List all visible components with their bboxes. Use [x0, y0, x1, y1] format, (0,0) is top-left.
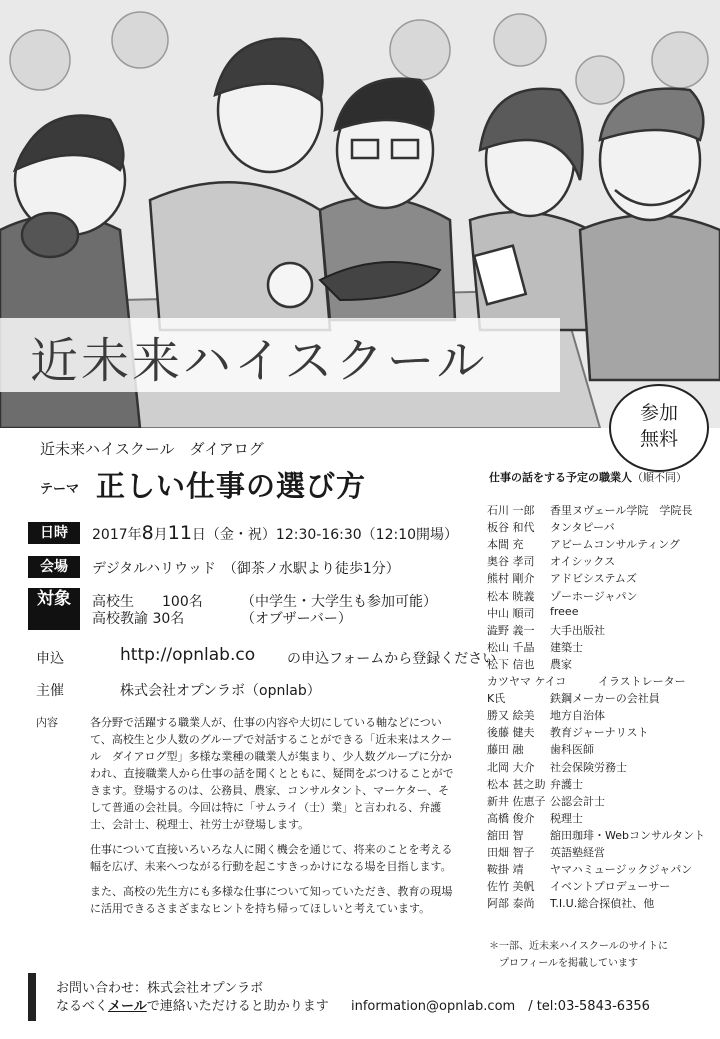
- roster-person-name: 田畑 智子: [487, 846, 535, 859]
- roster-person-name: 松本 暁義: [487, 589, 535, 603]
- roster-person-name: 北岡 大介: [487, 760, 535, 774]
- roster-person-org: ヤマハミュージックジャパン: [550, 863, 693, 877]
- roster-person-name: 佐竹 美帆: [487, 880, 535, 894]
- venue-value: デジタルハリウッド （御茶ノ水駅より徒歩1分）: [92, 561, 400, 577]
- date-day: 11: [167, 522, 192, 544]
- roster-person-org: freee: [550, 604, 579, 618]
- date-day-unit: 日: [191, 527, 206, 543]
- date-label: 日時: [28, 522, 80, 544]
- roster-heading: [489, 469, 687, 485]
- target-line2b: （オブザーバー）: [241, 611, 352, 627]
- contact-line2-bold: メール: [108, 999, 147, 1014]
- roster-person-name: 松下 信也: [487, 657, 535, 671]
- roster-person-name: 鞍掛 靖: [487, 863, 524, 877]
- footer-bar: [28, 973, 36, 1021]
- roster-person-org: 鉄鋼メーカーの会社員: [550, 692, 660, 706]
- content-paragraph-3: また、高校の先生方にも多様な仕事について知っていただき、教育の現場に活用できるさまざまなヒントを持ち帰ってほしいと考えています。: [90, 885, 453, 915]
- content-paragraph-2: 仕事について直接いろいろな人に聞く機会を通じて、将来のことを考える幅を広げ、未来へつながる行動を起こすきっかけになる場を目指します。: [90, 843, 453, 873]
- roster-person-name: 板谷 和代: [487, 521, 535, 535]
- series-name: 近未来ハイスクール ダイアログ: [40, 440, 264, 458]
- roster-person-org: アビームコンサルティング: [550, 538, 680, 552]
- hero-title: 近未来ハイスクール: [30, 333, 488, 389]
- roster-person-name: 本間 充: [487, 538, 524, 552]
- roster-person-org: 大手出版社: [550, 623, 605, 637]
- badge-line2: 無料: [639, 428, 678, 450]
- roster-person-org: 香里ヌヴェール学院 学院長: [550, 504, 693, 517]
- roster-person-org: ゾーホージャパン: [550, 589, 638, 603]
- roster-person-name: 松山 千晶: [487, 640, 535, 654]
- roster-note-line2: プロフィールを掲載しています: [499, 958, 638, 969]
- contact-email-phone[interactable]: information@opnlab.com / tel:03-5843-6356: [351, 999, 650, 1014]
- apply-label: 申込: [36, 651, 64, 667]
- host-label: 主催: [36, 683, 64, 699]
- content-paragraph-1: 各分野で活躍する職業人が、仕事の内容や大切にしている軸などについて、高校生と少人数のグループで対話することができる「近未来はスクール ダイアログ型」多様な業種の職業人が集まり、少人数グループに分かわれ、直接職業人から仕事の話を聞くとともに、疑問をぶつけることができます。登場するのは、公務員、農家、コンサルタント、マーケター、そして普通の会社員。今回は特に「サムライ（士）業」と言われる、弁護士、会計士、税理士、社労士が登場します。: [90, 716, 454, 831]
- roster-person-name: 澁野 義一: [487, 623, 535, 637]
- date-month-unit: 月: [153, 527, 168, 543]
- roster-person-name: 中山 順司: [487, 606, 535, 620]
- roster-person-name: 熊村 剛介: [487, 572, 535, 586]
- roster-person-org: 建築士: [550, 640, 583, 654]
- roster-person-name: 新井 佐恵子: [487, 794, 546, 808]
- roster-person-org: イベントプロデューサー: [550, 880, 671, 894]
- roster-person-org: イラストレーター: [598, 675, 686, 688]
- roster-person-org: 英語塾経営: [550, 846, 605, 859]
- roster-person-org: 社会保険労務士: [550, 760, 627, 774]
- contact-line2: [56, 995, 329, 1014]
- contact-line2-pre: なるべく: [56, 999, 109, 1014]
- roster-person-org: 弁護士: [550, 777, 583, 791]
- content-body: [90, 714, 456, 925]
- roster-person-name: 奥谷 孝司: [487, 555, 535, 569]
- roster-person-org: アドビシステムズ: [550, 572, 637, 586]
- target-label: 対象: [28, 588, 80, 630]
- free-badge: [609, 384, 709, 472]
- roster-note: [489, 938, 668, 972]
- roster-heading-text: 仕事の話をする予定の職業人: [489, 471, 632, 484]
- roster-person-org: T.I.U.総合探偵社、他: [550, 897, 655, 911]
- contact-line2-post: で連絡いただけると助かります: [146, 999, 329, 1014]
- theme-title: 正しい仕事の選び方: [96, 469, 367, 503]
- roster-person-name: 阿部 泰尚: [487, 897, 535, 911]
- roster-person-org: 教育ジャーナリスト: [550, 726, 649, 740]
- host-value: 株式会社オプンラボ（opnlab）: [120, 683, 321, 699]
- apply-text: の申込フォームから登録ください: [287, 651, 497, 667]
- roster-person-org: 舘田珈琲・Webコンサルタント: [550, 828, 705, 842]
- theme-label: テーマ: [40, 482, 80, 497]
- target-line2a: 高校教諭 30名: [92, 611, 185, 627]
- date-month: 8: [141, 522, 154, 544]
- badge-line1: 参加: [639, 402, 678, 424]
- roster-person-name: 石川 一郎: [487, 504, 535, 517]
- roster-person-name: 舘田 智: [487, 828, 524, 842]
- roster-heading-note: （順不同）: [632, 471, 687, 484]
- date-rest: （金・祝）12:30-16:30（12:10開場）: [205, 527, 459, 543]
- roster-person-name: 高橋 俊介: [487, 811, 535, 825]
- target-line1a: 高校生 100名: [92, 594, 203, 610]
- roster-person-org: 公認会計士: [550, 794, 605, 808]
- date-value: [92, 522, 458, 544]
- roster-person-org: タンタピーバ: [550, 521, 615, 535]
- venue-label: 会場: [28, 556, 80, 578]
- roster-person-name: 松本 甚之助: [487, 777, 546, 791]
- target-line1b: （中学生・大学生も参加可能）: [241, 594, 437, 610]
- content-label: 内容: [36, 716, 58, 729]
- roster-person-name: 後藤 健夫: [487, 726, 535, 740]
- roster-person-org: オイシックス: [550, 555, 616, 569]
- roster-person-name: 勝又 絵美: [487, 709, 535, 723]
- date-year: 2017年: [92, 527, 142, 543]
- apply-url[interactable]: http://opnlab.co: [120, 645, 256, 665]
- roster-person-org: 歯科医師: [550, 743, 594, 757]
- roster-person-org: 税理士: [550, 811, 583, 825]
- roster-person-name: 藤田 融: [487, 743, 524, 757]
- roster-person-org: 農家: [550, 657, 572, 671]
- roster-person-name: K氏: [487, 692, 506, 706]
- roster-note-line1: ＊一部、近未来ハイスクールのサイトに: [489, 941, 668, 952]
- roster-person-org: 地方自治体: [550, 709, 605, 723]
- contact-line1: お問い合わせ：株式会社オプンラボ: [56, 981, 264, 996]
- roster-person-name: カツヤマ ケイコ: [487, 675, 567, 688]
